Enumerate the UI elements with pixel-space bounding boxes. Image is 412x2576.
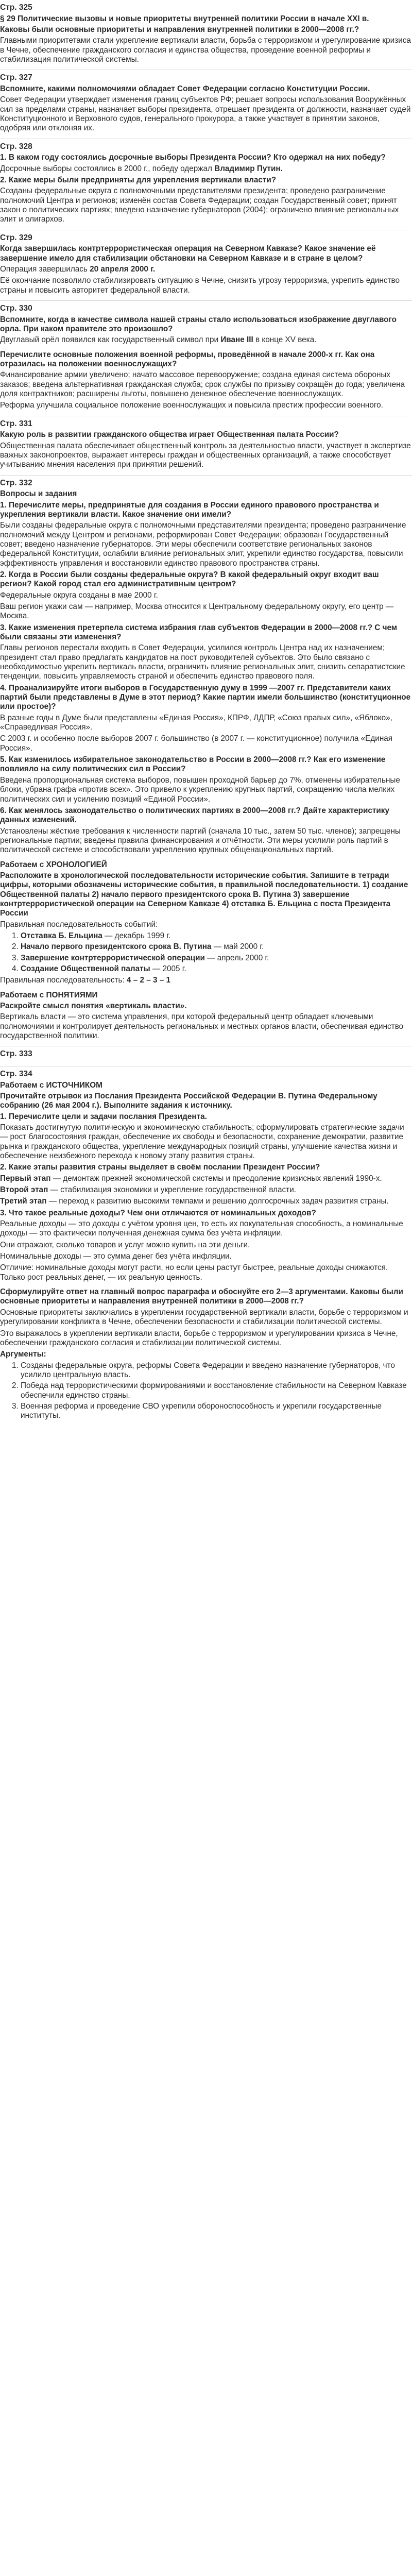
answer-paragraph — [0, 164, 412, 174]
answer-emphasis: Иване III — [220, 335, 253, 345]
answer-emphasis: Первый этап — [0, 1174, 51, 1183]
answer-paragraph: Её окончание позволило стабилизировать ситуацию в Чечне, снизить угрозу терроризма, укрепить единство страны и повысить авторитет федеральной власти. — [0, 276, 400, 295]
chronology-item — [21, 931, 412, 941]
page-section — [0, 0, 412, 70]
question-heading: 6. Как менялось законодательство о политических партиях в 2000—2008 гг.? Дайте характеристику данных изменений. — [0, 806, 389, 825]
answer-paragraph: Были созданы федеральные округа с полномочными представителями президента; проведено разграничение полномочий между Центром и регионами, реформирован Совет Федерации; образован Государственный совет; введено назначение губернаторов. Эти меры обеспечили соответствие региональных законов федеральной Конституции, ослабили влияние региональных элит, укрепили единство государства, повысили эффективность управления и восстановили единство правового пространства страны. — [0, 521, 406, 568]
answer-paragraph: Введена пропорциональная система выборов, повышен проходной барьер до 7%, отменены избирательные блоки, убрана графа «против всех». Это привело к укреплению крупных партий, сокращению числа мелких политических сил и усилению позиций «Единой России». — [0, 775, 400, 804]
question-heading: Какую роль в развитии гражданского общества играет Общественная палата России? — [0, 430, 339, 439]
question-heading: Расположите в хронологической последовательности исторические события. Запишите в тетради цифры, которыми обозначены исторические события, в правильной последовательности. 1) создание Общественной палаты 2) начало первого президентского срока В. Путина 3) завершение контртеррористической операции на Северном Кавказе 4) отставка Б. Ельцина с поста Президента России — [0, 871, 408, 918]
question-heading: 3. Какие изменения претерпела система избрания глав субъектов Федерации в 2000—2008 гг.? С чем были связаны эти изменения? — [0, 623, 398, 641]
answer-paragraph: Они отражают, сколько товаров и услуг можно купить на эти деньги. — [0, 1240, 250, 1249]
answer-emphasis: 20 апреля 2000 г. — [90, 264, 156, 274]
page-number-label: Стр. 327 — [0, 73, 32, 82]
question-heading: Прочитайте отрывок из Послания Президента Российской Федерации В. Путина Федеральному собранию (26 мая 2004 г.). Выполните задания к источнику. — [0, 1091, 377, 1110]
arguments-label: Аргументы: — [0, 1350, 46, 1359]
answer-paragraph: Это выражалось в укреплении вертикали власти, борьбе с терроризмом и урегулировании кризиса в Чечне, обеспечении гражданского согласия и стабилизации политической системы. — [0, 1329, 398, 1347]
question-heading: 3. Что такое реальные доходы? Чем они отличаются от номинальных доходов? — [0, 1208, 316, 1217]
answer-paragraph — [0, 1197, 412, 1206]
answer-paragraph: Основные приоритеты заключались в укреплении государственной вертикали власти, борьбе с терроризмом и урегулировании конфликта в Чечне, обеспечении безопасности и стабилизации политической системы. — [0, 1308, 408, 1327]
answer-paragraph — [0, 335, 412, 345]
answer-paragraph: Отличие: номинальные доходы могут расти, но если цены растут быстрее, реальные доходы снижаются. Только рост реальных денег, — их реальную ценность. — [0, 1263, 388, 1282]
arguments-list — [0, 1361, 412, 1421]
answer-paragraph — [0, 265, 412, 274]
answer-paragraph: Созданы федеральные округа с полномочными представителями президента; проведено разграничение полномочий Центра и регионов; изменён состав Совета Федерации; создан Государственный совет; принят закон о политических партиях; введено назначение губернаторов (2004); ограничено влияние региональных элит и олигархов. — [0, 187, 399, 224]
question-heading: 2. Какие меры были предприняты для укрепления вертикали власти? — [0, 175, 277, 184]
page-section — [0, 230, 412, 301]
answer-paragraph — [0, 1185, 412, 1195]
page-number-label: Стр. 333 — [0, 1049, 32, 1059]
question-heading: 1. Перечислите меры, предпринятые для создания в России единого правового пространства и укрепления вертикали власти. Какое значение они имели? — [0, 500, 379, 519]
page-section — [0, 476, 412, 1047]
question-heading: 2. Какие этапы развития страны выделяет в своём послании Президент России? — [0, 1163, 320, 1172]
section-title: Работаем с ХРОНОЛОГИЕЙ — [0, 860, 107, 869]
page-section — [0, 1066, 412, 1421]
question-heading: § 29 Политические вызовы и новые приоритеты внутренней политики России в начале XXI в. — [0, 14, 369, 23]
page-section — [0, 416, 412, 476]
page-number-label: Стр. 334 — [0, 1070, 32, 1078]
answer-paragraph: Общественная палата обеспечивает общественный контроль за деятельностью власти, участвует в экспертизе важных законопроектов, выражает интересы граждан и общественных организаций, а также способствует учитыванию мнения населения при принятии решений. — [0, 441, 411, 469]
page-number-label: Стр. 325 — [0, 3, 32, 12]
chronology-event: Завершение контртеррористической операции — [21, 953, 205, 962]
page-section — [0, 70, 412, 139]
chronology-event: Начало первого президентского срока В. Путина — [21, 942, 212, 952]
answer-paragraph: Реальные доходы — это доходы с учётом уровня цен, то есть их покупательная способность, а номинальные доходы — это фактически полученная денежная сумма без учёта инфляции. — [0, 1219, 403, 1238]
answer-text: — переход к развитию высокими темпами и решению долгосрочных задач развития страны. — [46, 1197, 389, 1206]
page-section — [0, 139, 412, 230]
chronology-item — [21, 964, 412, 974]
answer-paragraph: Номинальные доходы — это сумма денег без учёта инфляции. — [0, 1252, 232, 1261]
page-number-label: Стр. 332 — [0, 478, 32, 487]
answer-paragraph: Главными приоритетами стали укрепление вертикали власти, борьба с терроризмом и урегулирование кризиса в Чечне, обеспечение гражданского согласия и единства общества, проведение военной реформы и стабилизация политической системы. — [0, 36, 411, 64]
answer-paragraph: Реформа улучшила социальное положение военнослужащих и повысила престиж профессии военного. — [0, 401, 383, 410]
section-title: Работаем с ПОНЯТИЯМИ — [0, 990, 98, 999]
answer-text: в конце XV века. — [253, 335, 317, 345]
answer-paragraph — [0, 976, 412, 985]
argument-item: 2. Победа над террористическими формированиями и восстановление стабильности на Северном Кавказе обеспечили единство страны. — [21, 1381, 412, 1400]
page-section — [0, 1046, 412, 1066]
answer-paragraph: Федеральные округа созданы в мае 2000 г. — [0, 590, 158, 600]
answer-paragraph: С 2003 г. и особенно после выборов 2007 г. большинство (в 2007 г. — конституционное) получила «Единая Россия». — [0, 734, 393, 753]
answer-text: Операция завершилась — [0, 264, 90, 274]
answer-paragraph: Финансирование армии увеличено; начато массовое перевооружение; создана единая система обороных заказов; введена альтернативная гражданская служба; срок службы по призыву сокращён до года; увеличена доля контрактников; расширены льготы, повышено денежное обеспечение военнослужащих. — [0, 370, 405, 398]
answer-text: — стабилизация экономики и укрепление государственной власти. — [48, 1185, 296, 1195]
answer-text: Правильная последовательность: — [0, 976, 127, 985]
chronology-list — [0, 931, 412, 974]
section-title: Работаем с ИСТОЧНИКОМ — [0, 1080, 102, 1090]
page-number-label: Стр. 331 — [0, 419, 32, 428]
answer-paragraph: В разные годы в Думе были представлены «Единая Россия», КПРФ, ЛДПР, «Союз правых сил», «Яблоко», «Справедливая Россия». — [0, 713, 392, 732]
answer-emphasis: Третий этап — [0, 1197, 47, 1206]
answer-text: — демонтаж прежней экономической системы и преодоление кризисных явлений 1990-х. — [50, 1174, 382, 1183]
chronology-item — [21, 954, 412, 963]
page-number-label: Стр. 328 — [0, 142, 32, 151]
answer-paragraph: Совет Федерации утверждает изменения границ субъектов РФ; решает вопросы использования Вооружённых сил за пределами страны, назначает выборы президента, отрешает президента от должности, назначает судей Конституционного и Верховного судов, генерального прокурора, а также участвует в принятии законов, одобряя или отклоняя их. — [0, 95, 411, 133]
question-heading: 4. Проанализируйте итоги выборов в Государственную думу в 1999 —2007 гг. Представители каких партий были представлены в Думе в этот период? Какие партии имели большинство (конституционное или простое)? — [0, 683, 411, 711]
page-number-label: Стр. 330 — [0, 303, 32, 313]
answer-text: Двуглавый орёл появился как государственный символ при — [0, 335, 221, 345]
chronology-event: Отставка Б. Ельцина — [21, 931, 102, 940]
answer-paragraph: Вертикаль власти — это система управления, при которой федеральный центр обладает ключевыми полномочиями и контролирует деятельность региональных и местных органов власти, обеспечивая единство государственной политики. — [0, 1012, 404, 1041]
answer-emphasis: Второй этап — [0, 1185, 48, 1195]
answer-paragraph: Главы регионов перестали входить в Совет Федерации, усилился контроль Центра над их назначением; президент стал право предлагать кандидатов на пост руководителей субъектов. Это было связано с необходимостью укрепить вертикаль власти, ограничить влияние региональных элит, снизить сепаратистские тенденции, повысить управляемость страной и обеспечить единство правового поля. — [0, 643, 405, 681]
chronology-event: Создание Общественной палаты — [21, 964, 150, 973]
question-heading: Когда завершилась контртеррористическая операция на Северном Кавказе? Какое значение её завершение имело для стабилизации обстановки на Северном Кавказе и в стране в целом? — [0, 244, 376, 263]
answer-paragraph: Ваш регион укажи сам — например, Москва относится к Центральному федеральному округу, его центр — Москва. — [0, 602, 394, 621]
page-section — [0, 301, 412, 416]
question-heading: 1. В каком году состоялись досрочные выборы Президента России? Кто одержал на них победу? — [0, 153, 386, 162]
argument-item: 3. Военная реформа и проведение СВО укрепили обороноспособность и укрепили государственные институты. — [21, 1402, 412, 1421]
question-heading: Вспомните, когда в качестве символа нашей страны стало использоваться изображение двуглавого орла. При каком правителе это произошло? — [0, 315, 397, 333]
answer-emphasis: 4 – 2 – 3 – 1 — [126, 976, 171, 985]
question-heading: Перечислите основные положения военной реформы, проведённой в начале 2000-х гг. Как она отразилась на положении военнослужащих? — [0, 350, 375, 368]
argument-item: 1. Созданы федеральные округа, реформы Совета Федерации и введено назначение губернаторов, что усилило центральную власть. — [21, 1361, 412, 1380]
page-number-label: Стр. 329 — [0, 233, 32, 242]
section-title: Вопросы и задания — [0, 489, 77, 499]
question-heading: 1. Перечислите цели и задачи послания Президента. — [0, 1112, 207, 1121]
question-heading: Сформулируйте ответ на главный вопрос параграфа и обоснуйте его 2—3 аргументами. Каковы были основные приоритеты и направления внутренней политики в 2000—2008 гг.? — [0, 1287, 403, 1306]
answer-paragraph: Показать достигнутую политическую и экономическую стабильность; сформулировать стратегические задачи — рост благосостояния граждан, обеспечение их свободы и безопасности, сохранение демократии, развитие рынка и гражданского общества, укрепление международных позиций страны, улучшение качества жизни и обеспечение неизбежного перехода к новому этапу развития страны. — [0, 1123, 404, 1160]
answer-text: Досрочные выборы состоялись в 2000 г., победу одержал — [0, 164, 215, 173]
chronology-date: — 2005 г. — [150, 964, 186, 973]
answer-emphasis: Владимир Путин. — [214, 164, 283, 173]
answer-paragraph: Правильная последовательность событий: — [0, 920, 158, 929]
question-heading: Каковы были основные приоритеты и направления внутренней политики в 2000—2008 гг.? — [0, 25, 359, 34]
chronology-date: — декабрь 1999 г. — [102, 931, 171, 940]
question-heading: Вспомните, какими полномочиями обладает Совет Федерации согласно Конституции России. — [0, 84, 370, 93]
chronology-date: — апрель 2000 г. — [204, 953, 269, 962]
chronology-item — [21, 942, 412, 952]
answer-paragraph — [0, 1174, 412, 1183]
arguments-block — [0, 1350, 412, 1420]
answer-paragraph: Установлены жёсткие требования к численности партий (сначала 10 тыс., затем 50 тыс. членов); запрещены региональные партии; введены правила финансирования и отчётности. Эти меры усилили роль партий в политической системе и способствовали укреплению крупных общенациональных партий. — [0, 826, 401, 855]
question-heading: 5. Как изменилось избирательное законодательство в России в 2000—2008 гг.? Как его изменение повлияло на силу политических сил в России? — [0, 755, 386, 774]
question-heading: 2. Когда в России были созданы федеральные округа? В какой федеральный округ входит ваш регион? Какой город стал его административным центром? — [0, 570, 379, 589]
question-heading: Раскройте смысл понятия «вертикаль власти». — [0, 1002, 187, 1011]
chronology-date: — май 2000 г. — [211, 942, 264, 952]
